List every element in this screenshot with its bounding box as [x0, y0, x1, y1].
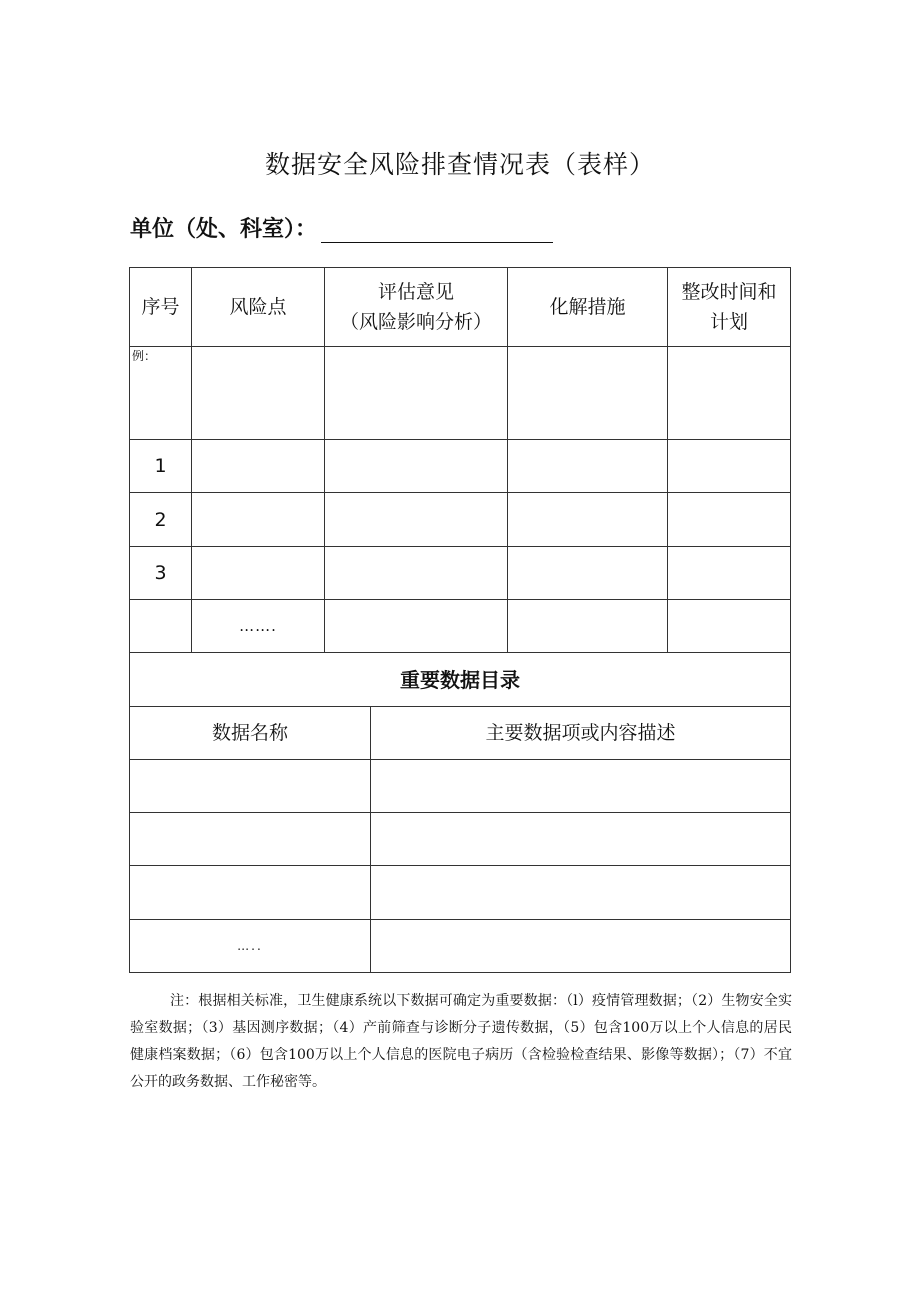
table-cell[interactable]	[130, 813, 371, 866]
table-row	[130, 493, 791, 547]
header-rectify-line1: 整改时间和	[681, 281, 777, 303]
table-row	[130, 547, 791, 600]
table-cell[interactable]	[508, 440, 668, 493]
header-assessment	[325, 268, 508, 347]
page-title: 数据安全风险排查情况表（表样）	[264, 150, 655, 179]
example-row	[130, 347, 791, 440]
unit-blank-line[interactable]	[321, 220, 553, 243]
table-cell[interactable]	[668, 347, 791, 440]
table-row	[130, 920, 791, 973]
example-label: 例：	[130, 347, 192, 440]
risk-table-header-row	[130, 268, 791, 347]
table-cell[interactable]	[192, 547, 325, 600]
table-cell[interactable]	[130, 760, 371, 813]
table-cell[interactable]	[130, 600, 192, 653]
table-cell[interactable]	[371, 920, 791, 973]
table-cell[interactable]	[508, 547, 668, 600]
directory-title-row	[130, 653, 791, 707]
risk-table	[129, 267, 791, 653]
table-cell[interactable]	[192, 347, 325, 440]
table-row	[130, 760, 791, 813]
header-data-name: 数据名称	[130, 707, 371, 760]
header-assessment-line2: （风险影响分析）	[339, 311, 492, 333]
unit-label: 单位（处、科室）：	[130, 217, 318, 242]
table-row	[130, 600, 791, 653]
header-assessment-line1: 评估意见	[377, 281, 454, 303]
row-number: 1	[130, 440, 192, 493]
table-row	[130, 813, 791, 866]
table-cell[interactable]	[508, 600, 668, 653]
table-row	[130, 866, 791, 920]
header-measures: 化解措施	[508, 268, 668, 347]
header-risk-point: 风险点	[192, 268, 325, 347]
table-cell[interactable]	[325, 600, 508, 653]
table-cell[interactable]	[192, 493, 325, 547]
header-data-desc: 主要数据项或内容描述	[371, 707, 791, 760]
table-cell[interactable]	[508, 493, 668, 547]
table-cell[interactable]	[668, 493, 791, 547]
header-seq: 序号	[130, 268, 192, 347]
directory-table	[129, 652, 791, 973]
header-rectify-line2: 计划	[709, 311, 748, 333]
row-number: 3	[130, 547, 192, 600]
table-cell[interactable]	[508, 347, 668, 440]
table-row	[130, 440, 791, 493]
table-cell[interactable]	[371, 760, 791, 813]
directory-header-row	[130, 707, 791, 760]
table-cell[interactable]	[325, 347, 508, 440]
ellipsis-cell: …….	[192, 600, 325, 653]
ellipsis-cell: …..	[130, 920, 371, 973]
table-cell[interactable]	[192, 440, 325, 493]
table-cell[interactable]	[668, 440, 791, 493]
unit-field-row	[130, 212, 553, 243]
table-cell[interactable]	[130, 866, 371, 920]
table-cell[interactable]	[325, 547, 508, 600]
footnote: 注：根据相关标准，卫生健康系统以下数据可确定为重要数据：（l）疫情管理数据；（2）生物安全实验室数据；（3）基因测序数据；（4）产前筛查与诊断分子遗传数据，（5）包含100万以上个人信息的居民健康档案数据；（6）包含100万以上个人信息的医院电子病历（含检验检查结果、影像等数据）；（7）不宜公开的政务数据、工作秘密等。	[130, 993, 792, 1090]
header-rectify-plan	[668, 268, 791, 347]
table-cell[interactable]	[668, 547, 791, 600]
table-cell[interactable]	[325, 440, 508, 493]
table-cell[interactable]	[325, 493, 508, 547]
directory-title: 重要数据目录	[130, 653, 791, 707]
table-cell[interactable]	[371, 813, 791, 866]
row-number: 2	[130, 493, 192, 547]
table-cell[interactable]	[668, 600, 791, 653]
table-cell[interactable]	[371, 866, 791, 920]
